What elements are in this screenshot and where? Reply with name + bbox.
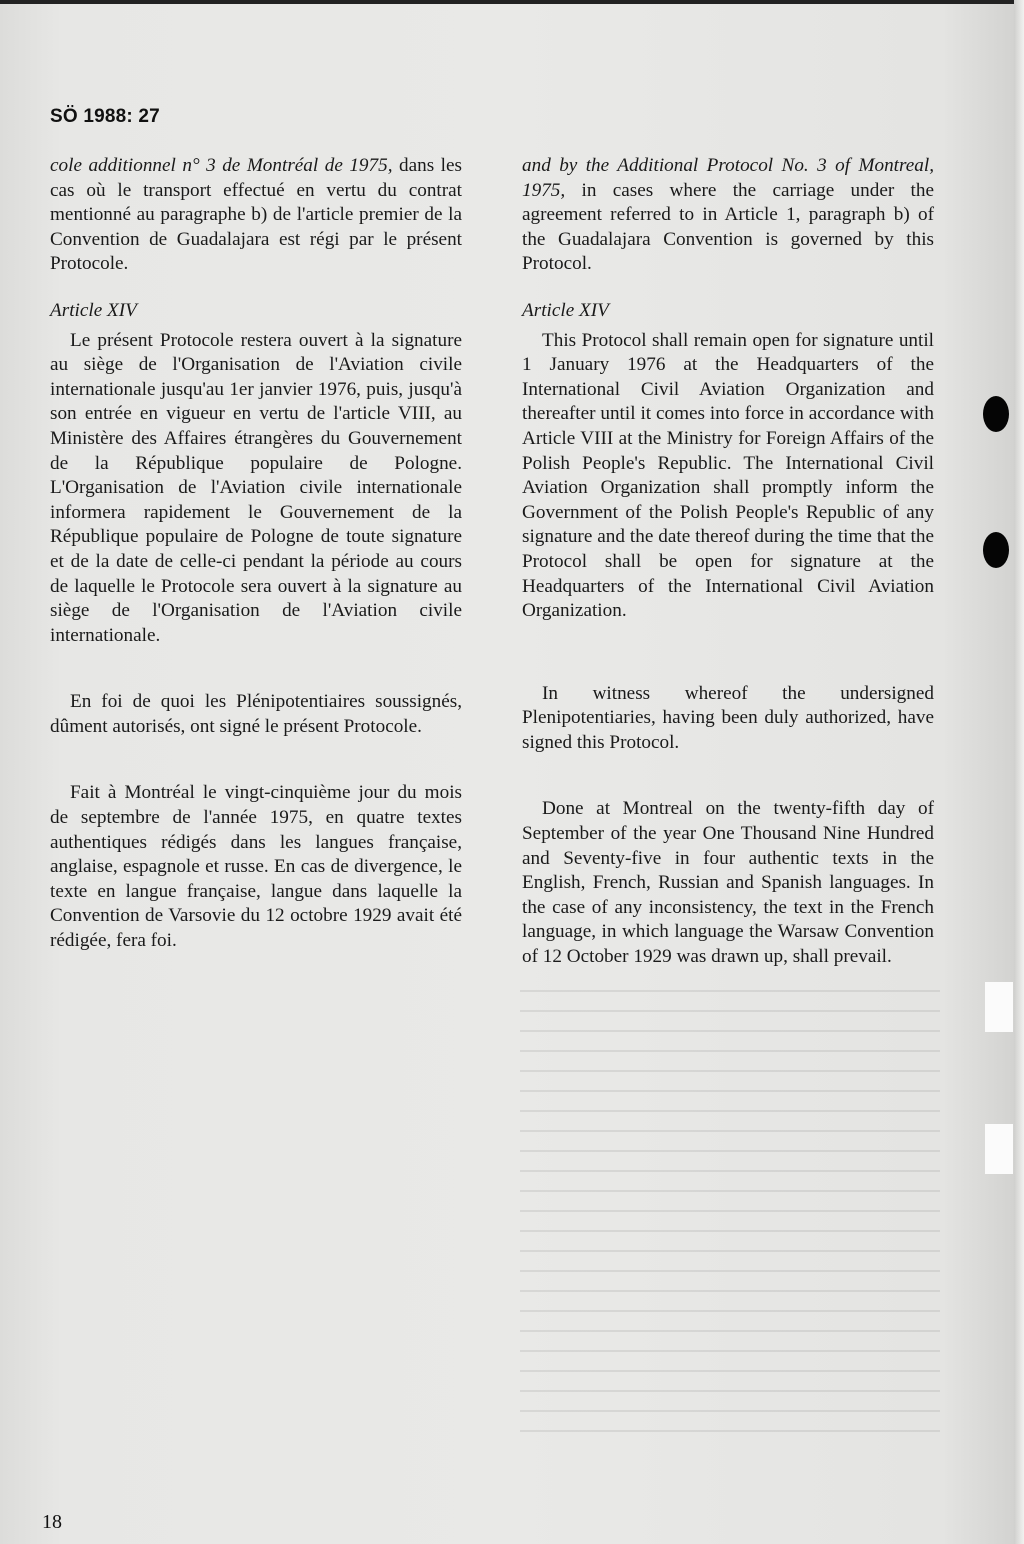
page-number: 18 [42,1511,62,1533]
english-article-heading: Article XIV [522,299,609,321]
english-intro-text: in cases where the carriage under the agreement referred to in Article 1, paragraph b) of the Guadalajara Convention is governed by this Protocol. [522,179,934,275]
french-article-heading: Article XIV [50,299,137,321]
french-intro-paragraph [50,154,462,277]
punch-hole-top [983,396,1009,432]
english-intro-italic: and by the Additional Protocol No. 3 of Montreal, 1975, [522,155,934,201]
french-column [50,154,462,954]
french-witness-paragraph: En foi de quoi les Plénipotentiaires soussignés, dûment autorisés, ont signé le présent Protocole. [50,691,462,737]
english-witness-paragraph: In witness whereof the undersigned Plenipotentiaries, having been duly authorized, have signed this Protocol. [522,682,934,753]
show-through-text [520,990,940,1450]
french-intro-text: dans les cas où le transport effectué en vertu du contrat mentionné au paragraphe b) de l'article premier de la Convention de Guadalajara est régi par le présent Protocole. [50,155,462,275]
page-header: SÖ 1988: 27 [50,106,160,127]
page-tab-upper [985,982,1013,1032]
english-done-paragraph: Done at Montreal on the twenty-fifth day of September of the year One Thousand Nine Hundred and Seventy-five in four authentic texts in the English, French, Russian and Spanish languages. In the case of any inconsistency, the text in the French language, in which language the Warsaw Convention of 12 October 1929 was drawn up, shall prevail. [522,798,934,968]
french-article-paragraph: Le présent Protocole restera ouvert à la signature au siège de l'Organisation de l'Aviation civile internationale jusqu'au 1er janvier 1976, puis, jusqu'à son entrée en vigueur en vertu de l'article VIII, au Ministère des Affaires étrangères du Gouvernement de la République populaire de Pologne. L'Organisation de l'Aviation civile internationale informera rapidement le Gouvernement de la République populaire de Pologne de toute signature et de la date de celle-ci pendant la période au cours de laquelle le Protocole sera ouvert à la signature au siège de l'Organisation de l'Aviation civile internationale. [50,329,462,646]
page-edge [1014,0,1024,1544]
english-column [522,154,934,970]
top-border [0,0,1024,4]
french-intro-italic: cole additionnel n° 3 de Montréal de 1975, [50,155,393,176]
english-intro-paragraph [522,154,934,277]
punch-hole-bottom [983,532,1009,568]
english-article-paragraph: This Protocol shall remain open for signature until 1 January 1976 at the Headquarters of the International Civil Aviation Organization and thereafter until it comes into force in accordance with Article VIII at the Ministry for Foreign Affairs of the Polish People's Republic. The International Civil Aviation Organization shall promptly inform the Government of the Polish People's Republic of any signature and the date thereof during the time that the Protocol shall be open for signature at the Headquarters of the International Civil Aviation Organization. [522,329,934,622]
french-done-paragraph: Fait à Montréal le vingt-cinquième jour du mois de septembre de l'année 1975, en quatre textes authentiques rédigés dans les langues française, anglaise, espagnole et russe. En cas de divergence, le texte en langue française, langue dans laquelle la Convention de Varsovie du 12 octobre 1929 avait été rédigée, fera foi. [50,782,462,952]
page-tab-lower [985,1124,1013,1174]
